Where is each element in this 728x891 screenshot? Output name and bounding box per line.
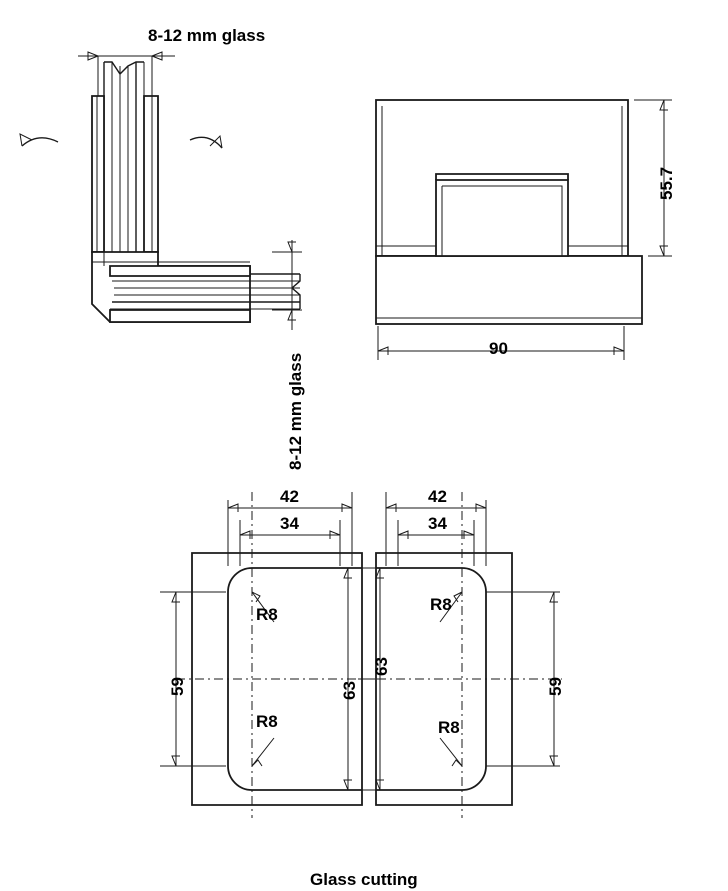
cutting-right-radius-bottom-label: R8	[438, 718, 460, 737]
cutting-left-inner-width-label: 34	[280, 514, 299, 533]
glass-thickness-top-label: 8-12 mm glass	[148, 26, 266, 45]
drawing-title: Glass cutting	[310, 870, 418, 889]
front-view-height-label: 55.7	[657, 166, 676, 200]
cutting-left-radius-bottom-label: R8	[256, 712, 278, 731]
front-view	[376, 100, 672, 360]
cutting-left-inner-height-label: 59	[168, 677, 187, 696]
cutting-right-outer-width-label: 42	[428, 487, 447, 506]
cutting-right-outer-height-label: 63	[372, 657, 391, 676]
corner-section-view	[20, 52, 302, 330]
cutting-right-radius-top-label: R8	[430, 595, 452, 614]
glass-cutting-right	[358, 492, 565, 818]
cutting-right-inner-height-label: 59	[546, 677, 565, 696]
cutting-right-inner-width-label: 34	[428, 514, 447, 533]
cutting-left-outer-height-label: 63	[340, 681, 359, 700]
front-view-width-label: 90	[489, 339, 508, 358]
glass-thickness-side-label: 8-12 mm glass	[286, 352, 305, 470]
cutting-left-outer-width-label: 42	[280, 487, 299, 506]
glass-cutting-left	[160, 492, 380, 818]
cutting-left-radius-top-label: R8	[256, 605, 278, 624]
